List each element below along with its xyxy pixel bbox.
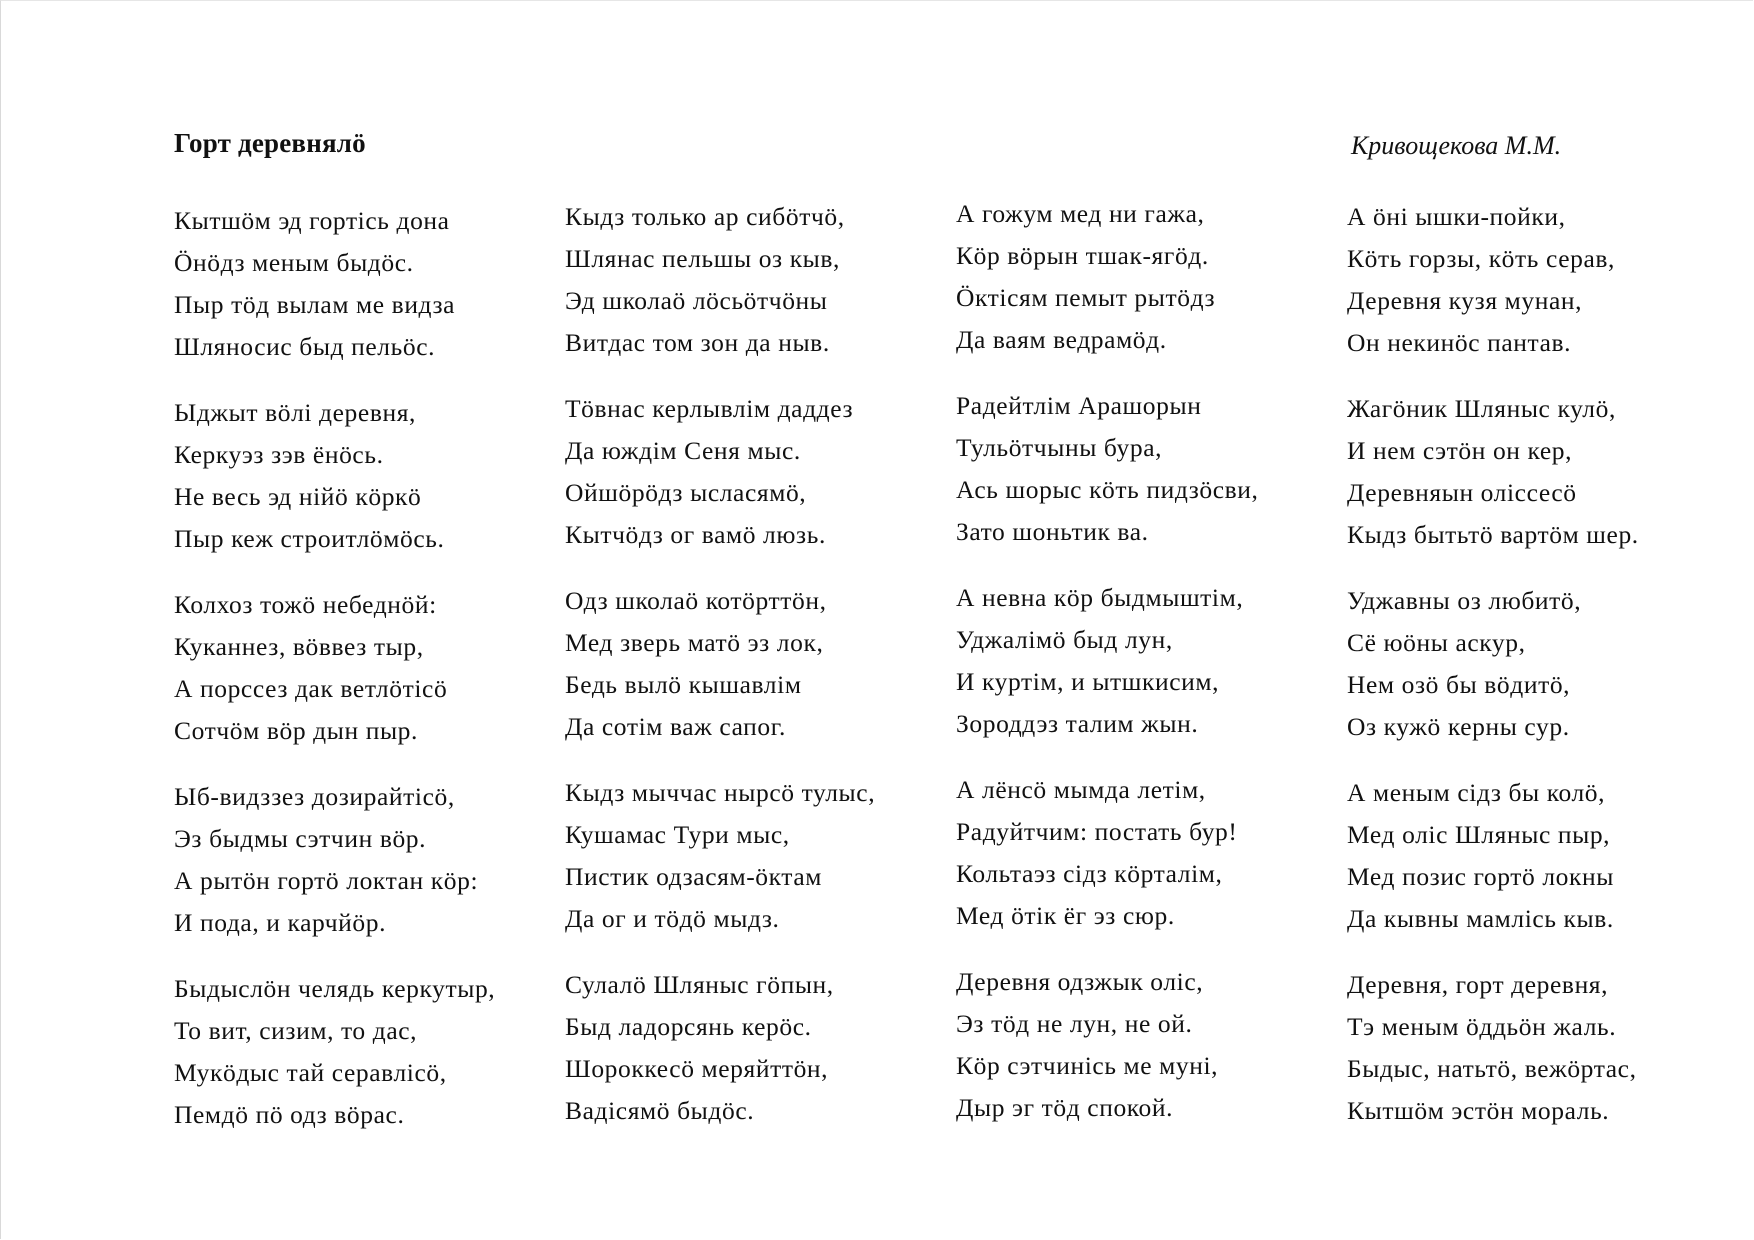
poem-line: Пистик одзасям-ӧктам bbox=[565, 862, 823, 891]
poem-line: Кушамас Тури мыс, bbox=[565, 820, 790, 849]
stanza bbox=[1347, 580, 1737, 748]
poem-column-4 bbox=[1347, 196, 1737, 1156]
poem-line: Да ог и тӧдӧ мыдз. bbox=[565, 904, 780, 933]
poem-line: Сулалӧ Шляныс гӧпын, bbox=[565, 970, 834, 999]
poem-line: Да сотім важ сапог. bbox=[565, 712, 786, 741]
stanza bbox=[174, 584, 564, 752]
poem-line: Витдас том зон да ныв. bbox=[565, 328, 830, 357]
poem-author: Кривощекова М.М. bbox=[1351, 131, 1562, 160]
stanza bbox=[174, 776, 564, 944]
poem-line: Пыр кеж строитлӧмӧсь. bbox=[174, 524, 445, 553]
poem-line: И нем сэтӧн он кер, bbox=[1347, 436, 1573, 465]
poem-line: Он некинӧс пантав. bbox=[1347, 328, 1572, 357]
poem-line: А меным сідз бы колӧ, bbox=[1347, 778, 1606, 807]
poem-line: Тэ меным ӧддьӧн жаль. bbox=[1347, 1012, 1617, 1041]
poem-line: Мед позис гортӧ локны bbox=[1347, 862, 1614, 891]
stanza bbox=[174, 392, 564, 560]
poem-line: Не весь эд нійӧ кöркӧ bbox=[174, 482, 422, 511]
poem-line: Ась шорыс кӧть пидзӧсви, bbox=[956, 475, 1259, 504]
poem-column-2 bbox=[565, 196, 955, 1156]
poem-line: Уджавны оз любитӧ, bbox=[1347, 586, 1582, 615]
stanza bbox=[565, 580, 955, 748]
poem-line: Эз быдмы сэтчин вӧр. bbox=[174, 824, 427, 853]
stanza bbox=[956, 385, 1346, 553]
poem-line: Кӧр вӧрын тшак-ягӧд. bbox=[956, 241, 1209, 270]
poem-line: И пода, и карчйӧр. bbox=[174, 908, 387, 937]
stanza bbox=[565, 388, 955, 556]
poem-line: А лёнсӧ мымда летім, bbox=[956, 775, 1206, 804]
poem-line: Нем озӧ бы вӧдитӧ, bbox=[1347, 670, 1571, 699]
poem-line: Шляносис быд пельӧс. bbox=[174, 332, 436, 361]
poem-line: Кытшӧм эд гортісь дона bbox=[174, 206, 450, 235]
poem-line: А невна кӧр быдмыштім, bbox=[956, 583, 1244, 612]
poem-title: Горт деревнялӧ bbox=[174, 128, 366, 158]
poem-line: А порссез дак ветлӧтісӧ bbox=[174, 674, 448, 703]
poem-line: Да юждім Сеня мыс. bbox=[565, 436, 801, 465]
poem-line: Быдыс, натьтӧ, вежӧртас, bbox=[1347, 1054, 1637, 1083]
poem-line: Кытчӧдз ог вамӧ люзь. bbox=[565, 520, 826, 549]
poem-line: Кӧть горзы, кӧть серав, bbox=[1347, 244, 1616, 273]
stanza bbox=[1347, 388, 1737, 556]
stanza bbox=[956, 961, 1346, 1129]
stanza bbox=[174, 968, 564, 1136]
poem-column-3 bbox=[956, 193, 1346, 1153]
poem-line: Зато шоньтик ва. bbox=[956, 517, 1149, 546]
poem-line: Деревня кузя мунан, bbox=[1347, 286, 1583, 315]
poem-line: Ыб-видззез дозирайтісӧ, bbox=[174, 782, 455, 811]
stanza bbox=[1347, 772, 1737, 940]
poem-line: Шлянас пельшы оз кыв, bbox=[565, 244, 841, 273]
poem-line: То вит, сизим, то дас, bbox=[174, 1016, 418, 1045]
poem-line: Да ваям ведрамӧд. bbox=[956, 325, 1167, 354]
poem-column-1 bbox=[174, 200, 564, 1160]
poem-line: Быд ладорсянь керӧс. bbox=[565, 1012, 812, 1041]
poem-line: Кытшӧм эстӧн мораль. bbox=[1347, 1096, 1610, 1125]
poem-line: Ыджыт вӧлі деревня, bbox=[174, 398, 417, 427]
poem-line: Оз кужӧ керны сур. bbox=[1347, 712, 1570, 741]
poem-line: А рытӧн гортӧ локтан кӧр: bbox=[174, 866, 479, 895]
poem-line: Кыдз бытьтӧ вартӧм шер. bbox=[1347, 520, 1639, 549]
poem-line: Радейтлім Арашорын bbox=[956, 391, 1202, 420]
poem-line: А гожум мед ни гажа, bbox=[956, 199, 1205, 228]
stanza bbox=[1347, 196, 1737, 364]
stanza bbox=[565, 964, 955, 1132]
poem-line: Кӧр сэтчинісь ме муні, bbox=[956, 1051, 1219, 1080]
poem-line: Кыдз только ар сибӧтчӧ, bbox=[565, 202, 845, 231]
poem-line: Кольтаэз сідз кӧрталім, bbox=[956, 859, 1223, 888]
stanza bbox=[956, 769, 1346, 937]
poem-line: Колхоз тожӧ небеднӧй: bbox=[174, 590, 437, 619]
stanza bbox=[1347, 964, 1737, 1132]
poem-line: Пыр тӧд вылам ме видза bbox=[174, 290, 456, 319]
poem-line: Сотчӧм вӧр дын пыр. bbox=[174, 716, 419, 745]
poem-line: Тӧвнас керлывлім даддез bbox=[565, 394, 854, 423]
poem-line: Тульӧтчыны бура, bbox=[956, 433, 1163, 462]
poem-line: Деревняын оліссесӧ bbox=[1347, 478, 1577, 507]
poem-line: А ӧні ышки-пойки, bbox=[1347, 202, 1566, 231]
poem-line: Жагӧник Шляныс кулӧ, bbox=[1347, 394, 1616, 423]
poem-line: И куртім, и ытшкисим, bbox=[956, 667, 1220, 696]
stanza bbox=[956, 193, 1346, 361]
poem-line: Дыр эг тӧд спокой. bbox=[956, 1093, 1174, 1122]
poem-line: Уджалімӧ быд лун, bbox=[956, 625, 1173, 654]
poem-line: Деревня, горт деревня, bbox=[1347, 970, 1609, 999]
poem-line: Одз школаӧ котӧрттӧн, bbox=[565, 586, 827, 615]
poem-line: Ойшӧрӧдз ысласямӧ, bbox=[565, 478, 807, 507]
poem-line: Да кывны мамлісь кыв. bbox=[1347, 904, 1614, 933]
poem-line: Бедь вылӧ кышавлім bbox=[565, 670, 802, 699]
poem-line: Эд школаӧ лӧсьӧтчӧны bbox=[565, 286, 828, 315]
poem-line: Мукӧдыс тай серавлісӧ, bbox=[174, 1058, 447, 1087]
poem-line: Радуйтчим: постать бур! bbox=[956, 817, 1238, 846]
poem-line: Эз тӧд не лун, не ой. bbox=[956, 1009, 1193, 1038]
poem-line: Керкуэз зэв ёнӧсь. bbox=[174, 440, 384, 469]
poem-line: Мед оліс Шляныс пыр, bbox=[1347, 820, 1611, 849]
stanza bbox=[956, 577, 1346, 745]
poem-line: Вадісямӧ быдӧс. bbox=[565, 1096, 755, 1125]
poem-line: Ӧнӧдз меным быдӧс. bbox=[174, 248, 414, 277]
poem-line: Быдыслӧн челядь керкутыр, bbox=[174, 974, 496, 1003]
poem-line: Пемдӧ пӧ одз вӧрас. bbox=[174, 1100, 405, 1129]
poem-line: Деревня одзжык оліс, bbox=[956, 967, 1204, 996]
poem-line: Кыдз мыччас нырсӧ тулыс, bbox=[565, 778, 876, 807]
stanza bbox=[174, 200, 564, 368]
poem-line: Шороккесӧ меряйттӧн, bbox=[565, 1054, 829, 1083]
poem-line: Куканнез, вӧввез тыр, bbox=[174, 632, 424, 661]
poem-line: Мед ӧтік ёг эз сюр. bbox=[956, 901, 1175, 930]
poem-line: Сё юӧны аскур, bbox=[1347, 628, 1526, 657]
poem-line: Ӧктісям пемыт рытӧдз bbox=[956, 283, 1216, 312]
poem-line: Зороддэз талим жын. bbox=[956, 709, 1199, 738]
stanza bbox=[565, 196, 955, 364]
stanza bbox=[565, 772, 955, 940]
poem-line: Мед зверь матӧ эз лок, bbox=[565, 628, 824, 657]
